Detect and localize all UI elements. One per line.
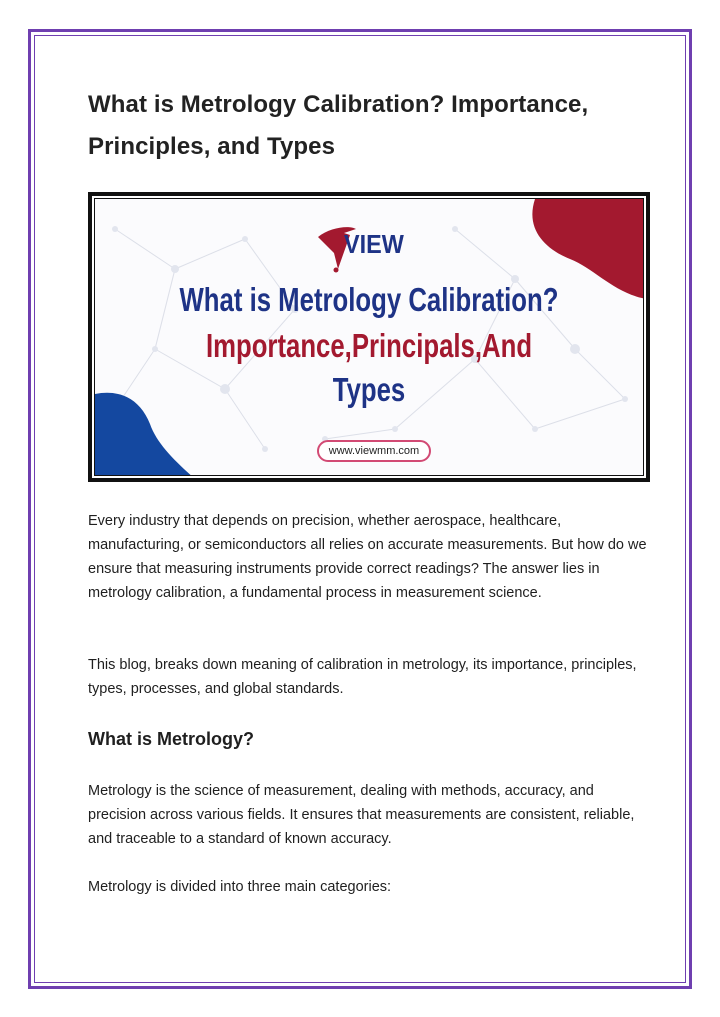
banner-headline-line3: Types [332, 371, 406, 408]
intro-paragraph: Every industry that depends on precision, whether aerospace, healthcare, manufacturing, or semiconductors all relies on accurate measurements. But how do we ensure that measuring instruments provide correct readings? The answer lies in metrology calibration, a fundamental process in measurement science. [88, 513, 647, 601]
banner-headline-line1: What is Metrology Calibration? [179, 281, 559, 318]
banner-headline-line2: Importance,Principals,And [205, 327, 533, 364]
section-heading-what-is-metrology: What is Metrology? [88, 729, 254, 749]
article-title: What is Metrology Calibration? Importance, Principles, and Types [88, 91, 589, 160]
blog-scope-paragraph: This blog, breaks down meaning of calibration in metrology, its importance, principles, types, processes, and global standards. [88, 657, 637, 697]
article-banner-image [88, 192, 650, 482]
metrology-definition-paragraph: Metrology is the science of measurement, dealing with methods, accuracy, and precision across various fields. It ensures that measurements are consistent, reliable, and traceable to a standard of known accuracy. [88, 783, 635, 847]
banner-url-pill: www.viewmm.com [317, 440, 431, 462]
banner-canvas [94, 198, 644, 476]
view-logo-text: VIEW [344, 229, 404, 259]
metrology-categories-intro: Metrology is divided into three main categories: [88, 879, 392, 895]
